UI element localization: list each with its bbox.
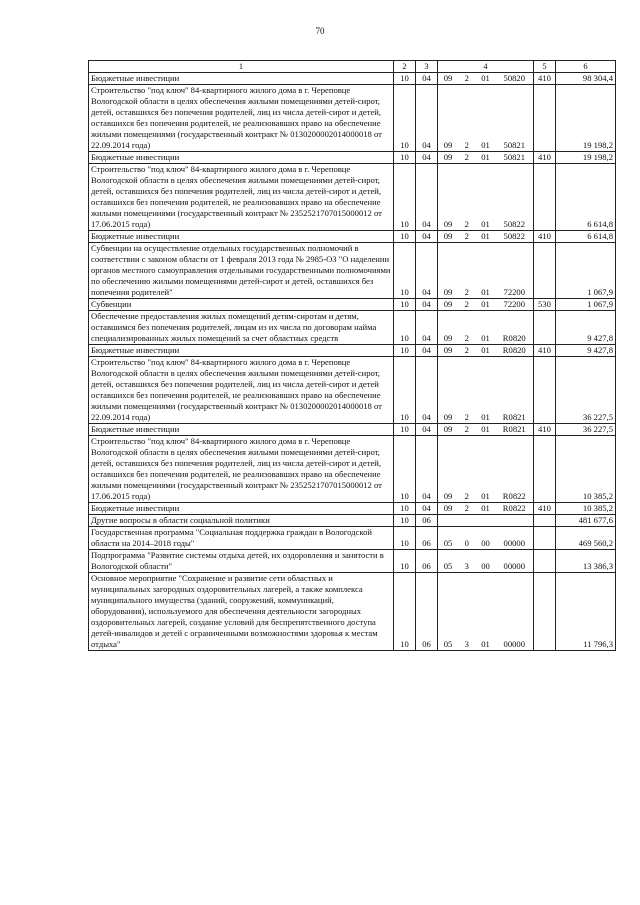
target-article-part: 2 bbox=[464, 345, 469, 355]
row-section-code: 10 bbox=[394, 243, 416, 299]
row-expense-type-code: 530 bbox=[534, 299, 556, 311]
target-article-part: 09 bbox=[443, 73, 453, 83]
row-amount: 36 227,5 bbox=[556, 424, 616, 436]
column-header: 1 bbox=[89, 61, 394, 73]
column-header: 4 bbox=[438, 61, 534, 73]
row-section-code: 10 bbox=[394, 345, 416, 357]
row-target-article-code bbox=[438, 243, 534, 299]
table-row bbox=[89, 527, 616, 550]
table-row bbox=[89, 299, 616, 311]
row-subsection-code: 06 bbox=[416, 527, 438, 550]
row-description: Субвенции на осуществление отдельных государственных полномочий в соответствии с законом области от 1 февраля 2013 года № 2985-ОЗ "О наделении органов местного самоуправления отдельными государственными полномочиями по обеспечению жилыми помещениями детей-сирот и детей, оставшихся без попечения родителей" bbox=[89, 243, 394, 299]
target-article-part: 2 bbox=[464, 412, 469, 422]
row-subsection-code: 04 bbox=[416, 164, 438, 231]
row-subsection-code: 04 bbox=[416, 85, 438, 152]
table-row bbox=[89, 503, 616, 515]
row-description: Основное мероприятие "Сохранение и развитие сети областных и муниципальных загородных оздоровительных лагерей, а также комплекса муниципального имущества (зданий, сооружений, коммуникаций, оборудования), используемого для обеспечения деятельности загородных оздоровительных лагерей, создание условий для беспрепятственного доступа детей-инвалидов и детей с ограниченными возможностями здоровья к местам отдыха" bbox=[89, 573, 394, 651]
row-description: Бюджетные инвестиции bbox=[89, 231, 394, 243]
row-section-code: 10 bbox=[394, 424, 416, 436]
row-amount: 36 227,5 bbox=[556, 357, 616, 424]
row-description: Бюджетные инвестиции bbox=[89, 345, 394, 357]
row-amount: 6 614,8 bbox=[556, 164, 616, 231]
target-article-part: 3 bbox=[464, 639, 469, 649]
row-target-article-code bbox=[438, 424, 534, 436]
row-target-article-code bbox=[438, 231, 534, 243]
target-article-part: 09 bbox=[443, 219, 453, 229]
target-article-part: 09 bbox=[443, 231, 453, 241]
row-expense-type-code: 410 bbox=[534, 231, 556, 243]
row-target-article-code bbox=[438, 164, 534, 231]
row-target-article-code bbox=[438, 550, 534, 573]
row-target-article-code bbox=[438, 527, 534, 550]
row-expense-type-code bbox=[534, 164, 556, 231]
row-subsection-code: 04 bbox=[416, 503, 438, 515]
target-article-part: 2 bbox=[464, 219, 469, 229]
row-expense-type-code: 410 bbox=[534, 503, 556, 515]
row-target-article-code bbox=[438, 573, 534, 651]
row-amount: 9 427,8 bbox=[556, 311, 616, 345]
table-row bbox=[89, 345, 616, 357]
target-article-part: 01 bbox=[481, 231, 490, 241]
row-amount: 9 427,8 bbox=[556, 345, 616, 357]
row-section-code: 10 bbox=[394, 311, 416, 345]
row-subsection-code: 04 bbox=[416, 311, 438, 345]
target-article-part: 05 bbox=[443, 561, 453, 571]
row-description: Государственная программа "Социальная поддержка граждан в Вологодской области на 2014–2018 годы" bbox=[89, 527, 394, 550]
target-article-part: 01 bbox=[481, 503, 490, 513]
row-section-code: 10 bbox=[394, 436, 416, 503]
target-article-part: 00000 bbox=[503, 561, 525, 571]
target-article-part: 09 bbox=[443, 424, 453, 434]
row-description: Бюджетные инвестиции bbox=[89, 152, 394, 164]
row-expense-type-code bbox=[534, 550, 556, 573]
row-target-article-code bbox=[438, 73, 534, 85]
page-number: 70 bbox=[315, 26, 325, 36]
target-article-part: 2 bbox=[464, 424, 469, 434]
row-target-article-code bbox=[438, 85, 534, 152]
row-amount: 10 385,2 bbox=[556, 503, 616, 515]
target-article-part: 01 bbox=[481, 333, 490, 343]
table-row bbox=[89, 231, 616, 243]
target-article-part: 01 bbox=[481, 345, 490, 355]
row-amount: 6 614,8 bbox=[556, 231, 616, 243]
row-expense-type-code: 410 bbox=[534, 424, 556, 436]
row-description: Строительство "под ключ" 84-квартирного жилого дома в г. Череповце Вологодской области в целях обеспечения жилыми помещениями детей-сирот, детей, оставшихся без попечения родителей, лиц из числа детей-сирот и детей, оставшихся без попечения родителей, не реализовавших право на обеспечение жилыми помещениями (государственный контракт № 2352521707015000012 от 17.06.2015 года) bbox=[89, 436, 394, 503]
row-amount: 1 067,9 bbox=[556, 243, 616, 299]
row-section-code: 10 bbox=[394, 527, 416, 550]
table-row bbox=[89, 550, 616, 573]
row-target-article-code bbox=[438, 503, 534, 515]
row-subsection-code: 04 bbox=[416, 424, 438, 436]
row-amount: 1 067,9 bbox=[556, 299, 616, 311]
target-article-part: 2 bbox=[464, 503, 469, 513]
table-row bbox=[89, 357, 616, 424]
table-row bbox=[89, 152, 616, 164]
target-article-part: R0820 bbox=[502, 333, 526, 343]
target-article-part: 3 bbox=[464, 561, 469, 571]
row-amount: 469 560,2 bbox=[556, 527, 616, 550]
target-article-part: 50821 bbox=[503, 140, 525, 150]
target-article-part: 09 bbox=[443, 333, 453, 343]
target-article-part: 00000 bbox=[503, 639, 525, 649]
target-article-part: 2 bbox=[464, 491, 469, 501]
row-subsection-code: 06 bbox=[416, 515, 438, 527]
target-article-part: 01 bbox=[481, 140, 490, 150]
target-article-part: 05 bbox=[443, 538, 453, 548]
target-article-part: 2 bbox=[464, 73, 469, 83]
row-description: Другие вопросы в области социальной политики bbox=[89, 515, 394, 527]
target-article-part: 0 bbox=[464, 538, 469, 548]
row-target-article-code bbox=[438, 345, 534, 357]
row-expense-type-code bbox=[534, 573, 556, 651]
row-description: Строительство "под ключ" 84-квартирного жилого дома в г. Череповце Вологодской области в целях обеспечения жилыми помещениями детей-сирот, детей, оставшихся без попечения родителей, лиц из числа детей-сирот и детей, оставшихся без попечения родителей, не реализовавших право на обеспечение жилыми помещениями (государственный контракт № 2352521707015000012 от 17.06.2015 года) bbox=[89, 164, 394, 231]
target-article-part: 50821 bbox=[503, 152, 525, 162]
target-article-part: 09 bbox=[443, 152, 453, 162]
target-article-part: 50822 bbox=[503, 219, 525, 229]
row-subsection-code: 06 bbox=[416, 573, 438, 651]
row-description: Бюджетные инвестиции bbox=[89, 424, 394, 436]
row-amount: 11 796,3 bbox=[556, 573, 616, 651]
target-article-part: 72200 bbox=[503, 299, 525, 309]
target-article-part: 00000 bbox=[503, 538, 525, 548]
target-article-part: 2 bbox=[464, 287, 469, 297]
target-article-part: 09 bbox=[443, 412, 453, 422]
row-subsection-code: 04 bbox=[416, 299, 438, 311]
target-article-part: 2 bbox=[464, 231, 469, 241]
target-article-part: 01 bbox=[481, 299, 490, 309]
row-expense-type-code bbox=[534, 527, 556, 550]
target-article-part: 2 bbox=[464, 299, 469, 309]
target-article-part: 09 bbox=[443, 299, 453, 309]
row-subsection-code: 04 bbox=[416, 357, 438, 424]
row-target-article-code bbox=[438, 311, 534, 345]
row-subsection-code: 06 bbox=[416, 550, 438, 573]
row-expense-type-code bbox=[534, 85, 556, 152]
table-row bbox=[89, 515, 616, 527]
target-article-part: 05 bbox=[443, 639, 453, 649]
column-header: 3 bbox=[416, 61, 438, 73]
table-row bbox=[89, 436, 616, 503]
row-description: Строительство "под ключ" 84-квартирного жилого дома в г. Череповце Вологодской области в целях обеспечения жилыми помещениями детей-сирот, детей, оставшихся без попечения родителей, лиц из числа детей-сирот и детей оставшихся без попечения родителей, не реализовавших право на обеспечение жилыми помещениями (государственный контракт № 0130200002014000018 от 22.09.2014 года) bbox=[89, 357, 394, 424]
table-row bbox=[89, 424, 616, 436]
row-expense-type-code bbox=[534, 311, 556, 345]
target-article-part: 50820 bbox=[503, 73, 525, 83]
target-article-part: 2 bbox=[464, 333, 469, 343]
row-amount: 19 198,2 bbox=[556, 85, 616, 152]
row-target-article-code bbox=[438, 436, 534, 503]
target-article-part: 09 bbox=[443, 503, 453, 513]
row-target-article-code bbox=[438, 152, 534, 164]
row-target-article-code bbox=[438, 299, 534, 311]
row-subsection-code: 04 bbox=[416, 152, 438, 164]
column-header: 2 bbox=[394, 61, 416, 73]
target-article-part: R0820 bbox=[502, 345, 526, 355]
table-row bbox=[89, 573, 616, 651]
row-amount: 13 386,3 bbox=[556, 550, 616, 573]
target-article-part: 2 bbox=[464, 140, 469, 150]
target-article-part: R0822 bbox=[502, 491, 526, 501]
target-article-part: 01 bbox=[481, 219, 490, 229]
target-article-part: 00 bbox=[481, 561, 490, 571]
target-article-part: 01 bbox=[481, 639, 490, 649]
row-expense-type-code bbox=[534, 515, 556, 527]
row-section-code: 10 bbox=[394, 503, 416, 515]
target-article-part: 00 bbox=[481, 538, 490, 548]
row-section-code: 10 bbox=[394, 152, 416, 164]
row-section-code: 10 bbox=[394, 573, 416, 651]
row-target-article-code bbox=[438, 357, 534, 424]
row-subsection-code: 04 bbox=[416, 436, 438, 503]
table-row bbox=[89, 164, 616, 231]
row-subsection-code: 04 bbox=[416, 231, 438, 243]
row-target-article-code bbox=[438, 515, 534, 527]
table-body bbox=[89, 61, 616, 651]
row-description: Подпрограмма "Развитие системы отдыха детей, их оздоровления и занятости в Вологодской области" bbox=[89, 550, 394, 573]
target-article-part: 2 bbox=[464, 152, 469, 162]
row-section-code: 10 bbox=[394, 73, 416, 85]
budget-table bbox=[88, 60, 616, 651]
row-description: Строительство "под ключ" 84-квартирного жилого дома в г. Череповце Вологодской области в целях обеспечения жилыми помещениями детей-сирот, детей, оставшихся без попечения родителей, лиц из числа детей-сирот и детей, оставшихся без попечения родителей, не реализовавших право на обеспечение жилыми помещениями (государственный контракт № 0130200002014000018 от 22.09.2014 года) bbox=[89, 85, 394, 152]
row-expense-type-code bbox=[534, 436, 556, 503]
row-expense-type-code bbox=[534, 243, 556, 299]
target-article-part: R0821 bbox=[502, 424, 526, 434]
row-section-code: 10 bbox=[394, 231, 416, 243]
target-article-part: 72200 bbox=[503, 287, 525, 297]
row-section-code: 10 bbox=[394, 85, 416, 152]
target-article-part: 01 bbox=[481, 73, 490, 83]
target-article-part: 01 bbox=[481, 491, 490, 501]
row-amount: 481 677,6 bbox=[556, 515, 616, 527]
table-row bbox=[89, 73, 616, 85]
row-subsection-code: 04 bbox=[416, 243, 438, 299]
column-header: 6 bbox=[556, 61, 616, 73]
table-row bbox=[89, 85, 616, 152]
row-section-code: 10 bbox=[394, 299, 416, 311]
row-subsection-code: 04 bbox=[416, 345, 438, 357]
target-article-part: 01 bbox=[481, 287, 490, 297]
row-amount: 19 198,2 bbox=[556, 152, 616, 164]
row-section-code: 10 bbox=[394, 164, 416, 231]
row-section-code: 10 bbox=[394, 357, 416, 424]
row-amount: 10 385,2 bbox=[556, 436, 616, 503]
column-number-row bbox=[89, 61, 616, 73]
row-description: Бюджетные инвестиции bbox=[89, 503, 394, 515]
target-article-part: 50822 bbox=[503, 231, 525, 241]
target-article-part: 09 bbox=[443, 345, 453, 355]
target-article-part: R0821 bbox=[502, 412, 526, 422]
target-article-part: R0822 bbox=[502, 503, 526, 513]
row-subsection-code: 04 bbox=[416, 73, 438, 85]
column-header: 5 bbox=[534, 61, 556, 73]
row-expense-type-code: 410 bbox=[534, 73, 556, 85]
row-expense-type-code: 410 bbox=[534, 345, 556, 357]
row-expense-type-code: 410 bbox=[534, 152, 556, 164]
target-article-part: 09 bbox=[443, 491, 453, 501]
row-amount: 98 304,4 bbox=[556, 73, 616, 85]
target-article-part: 01 bbox=[481, 152, 490, 162]
row-description: Обеспечение предоставления жилых помещений детям-сиротам и детям, оставшимся без попечения родителей, лицам из их числа по договорам найма специализированных жилых помещений за счет областных средств bbox=[89, 311, 394, 345]
target-article-part: 01 bbox=[481, 424, 490, 434]
target-article-part: 09 bbox=[443, 287, 453, 297]
row-description: Субвенции bbox=[89, 299, 394, 311]
table-row bbox=[89, 311, 616, 345]
row-expense-type-code bbox=[534, 357, 556, 424]
row-section-code: 10 bbox=[394, 550, 416, 573]
row-section-code: 10 bbox=[394, 515, 416, 527]
target-article-part: 01 bbox=[481, 412, 490, 422]
table-row bbox=[89, 243, 616, 299]
target-article-part: 09 bbox=[443, 140, 453, 150]
row-description: Бюджетные инвестиции bbox=[89, 73, 394, 85]
